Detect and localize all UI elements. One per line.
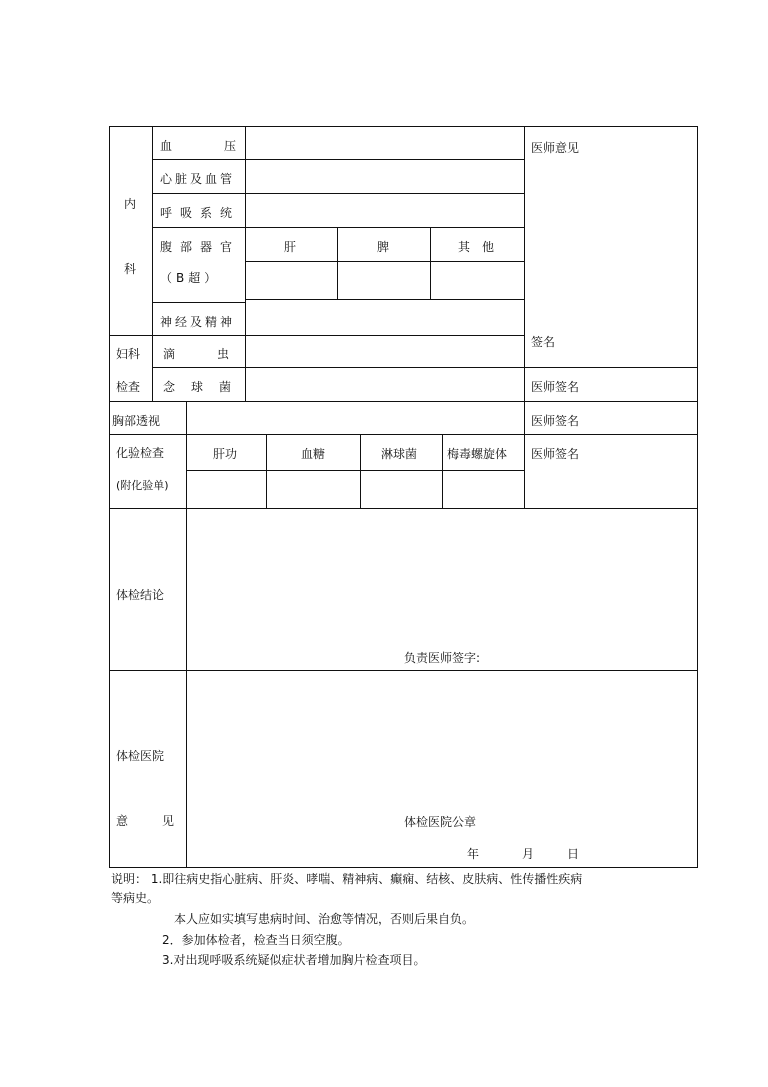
row-divider <box>152 159 524 160</box>
internal-medicine-label-2: 科 <box>124 262 137 276</box>
col-divider <box>186 401 187 868</box>
col-divider <box>152 126 153 401</box>
row-divider <box>109 434 698 435</box>
other-label: 其他 <box>458 240 507 254</box>
doctor-opinion-label: 医师意见 <box>531 141 580 155</box>
gynecology-label-1: 妇科 <box>116 347 141 361</box>
candida-label: 念球菌 <box>163 380 248 394</box>
row-divider <box>186 470 524 471</box>
note-line-4: 2．参加体检者，检查当日须空腹。 <box>162 933 350 947</box>
note-line-1: 说明： 1.即往病史指心脏病、肝炎、哮喘、精神病、癫痫、结核、皮肤病、性传播性疾病 <box>111 872 583 886</box>
blood-pressure-label: 血压 <box>160 139 289 153</box>
chest-doctor-signature-label: 医师签名 <box>531 414 580 428</box>
lab-doctor-signature-label: 医师签名 <box>531 447 580 461</box>
syphilis-label: 梅毒螺旋体 <box>447 447 508 461</box>
ultrasound-label: （B超） <box>160 271 221 285</box>
col-divider <box>430 227 431 299</box>
responsible-doctor-label: 负责医师签字: <box>404 651 481 665</box>
row-divider <box>109 508 698 509</box>
col-divider <box>442 434 443 508</box>
row-divider <box>109 401 698 402</box>
hospital-label-1: 体检医院 <box>116 749 165 763</box>
internal-medicine-label-1: 内 <box>124 197 137 211</box>
table-border-bottom <box>109 867 698 868</box>
table-border-left <box>109 126 110 868</box>
chest-xray-label: 胸部透视 <box>112 414 161 428</box>
conclusion-label: 体检结论 <box>116 588 165 602</box>
trichomonas-label: 滴虫 <box>163 347 272 361</box>
row-divider <box>152 302 245 303</box>
signature-label: 签名 <box>531 335 556 349</box>
spleen-label: 脾 <box>377 240 390 254</box>
col-divider <box>524 126 525 508</box>
lab-label: 化验检查 <box>116 446 165 460</box>
month-label: 月 <box>522 847 535 861</box>
row-divider <box>245 261 524 262</box>
row-divider <box>245 299 524 300</box>
blood-sugar-label: 血糖 <box>301 447 326 461</box>
table-border-top <box>109 126 698 127</box>
gonorrhea-label: 淋球菌 <box>381 447 418 461</box>
hospital-stamp-label: 体检医院公章 <box>404 815 477 829</box>
row-divider <box>109 335 524 336</box>
liver-label: 肝 <box>284 240 297 254</box>
hospital-label-2: 意见 <box>116 814 209 828</box>
year-label: 年 <box>467 847 480 861</box>
abdomen-label: 腹部器官 <box>160 240 241 254</box>
col-divider <box>360 434 361 508</box>
day-label: 日 <box>567 847 580 861</box>
heart-label: 心脏及血管 <box>160 172 236 186</box>
note-line-3: 本人应如实填写患病时间、治愈等情况，否则后果自负。 <box>174 912 475 926</box>
row-divider <box>152 367 524 368</box>
row-divider <box>152 193 524 194</box>
neuro-label: 神经及精神 <box>160 315 236 329</box>
respiratory-label: 呼吸系统 <box>160 206 241 220</box>
table-border-right <box>697 126 698 868</box>
gynecology-doctor-signature-label: 医师签名 <box>531 380 580 394</box>
row-divider <box>152 227 524 228</box>
lab-sublabel: (附化验单) <box>116 479 169 492</box>
liver-function-label: 肝功 <box>213 447 238 461</box>
row-divider <box>524 367 698 368</box>
col-divider <box>337 227 338 299</box>
row-divider <box>109 670 698 671</box>
col-divider <box>266 434 267 508</box>
gynecology-label-2: 检查 <box>116 380 141 394</box>
note-line-5: 3.对出现呼吸系统疑似症状者增加胸片检查项目。 <box>162 953 426 967</box>
note-line-2: 等病史。 <box>111 891 160 905</box>
